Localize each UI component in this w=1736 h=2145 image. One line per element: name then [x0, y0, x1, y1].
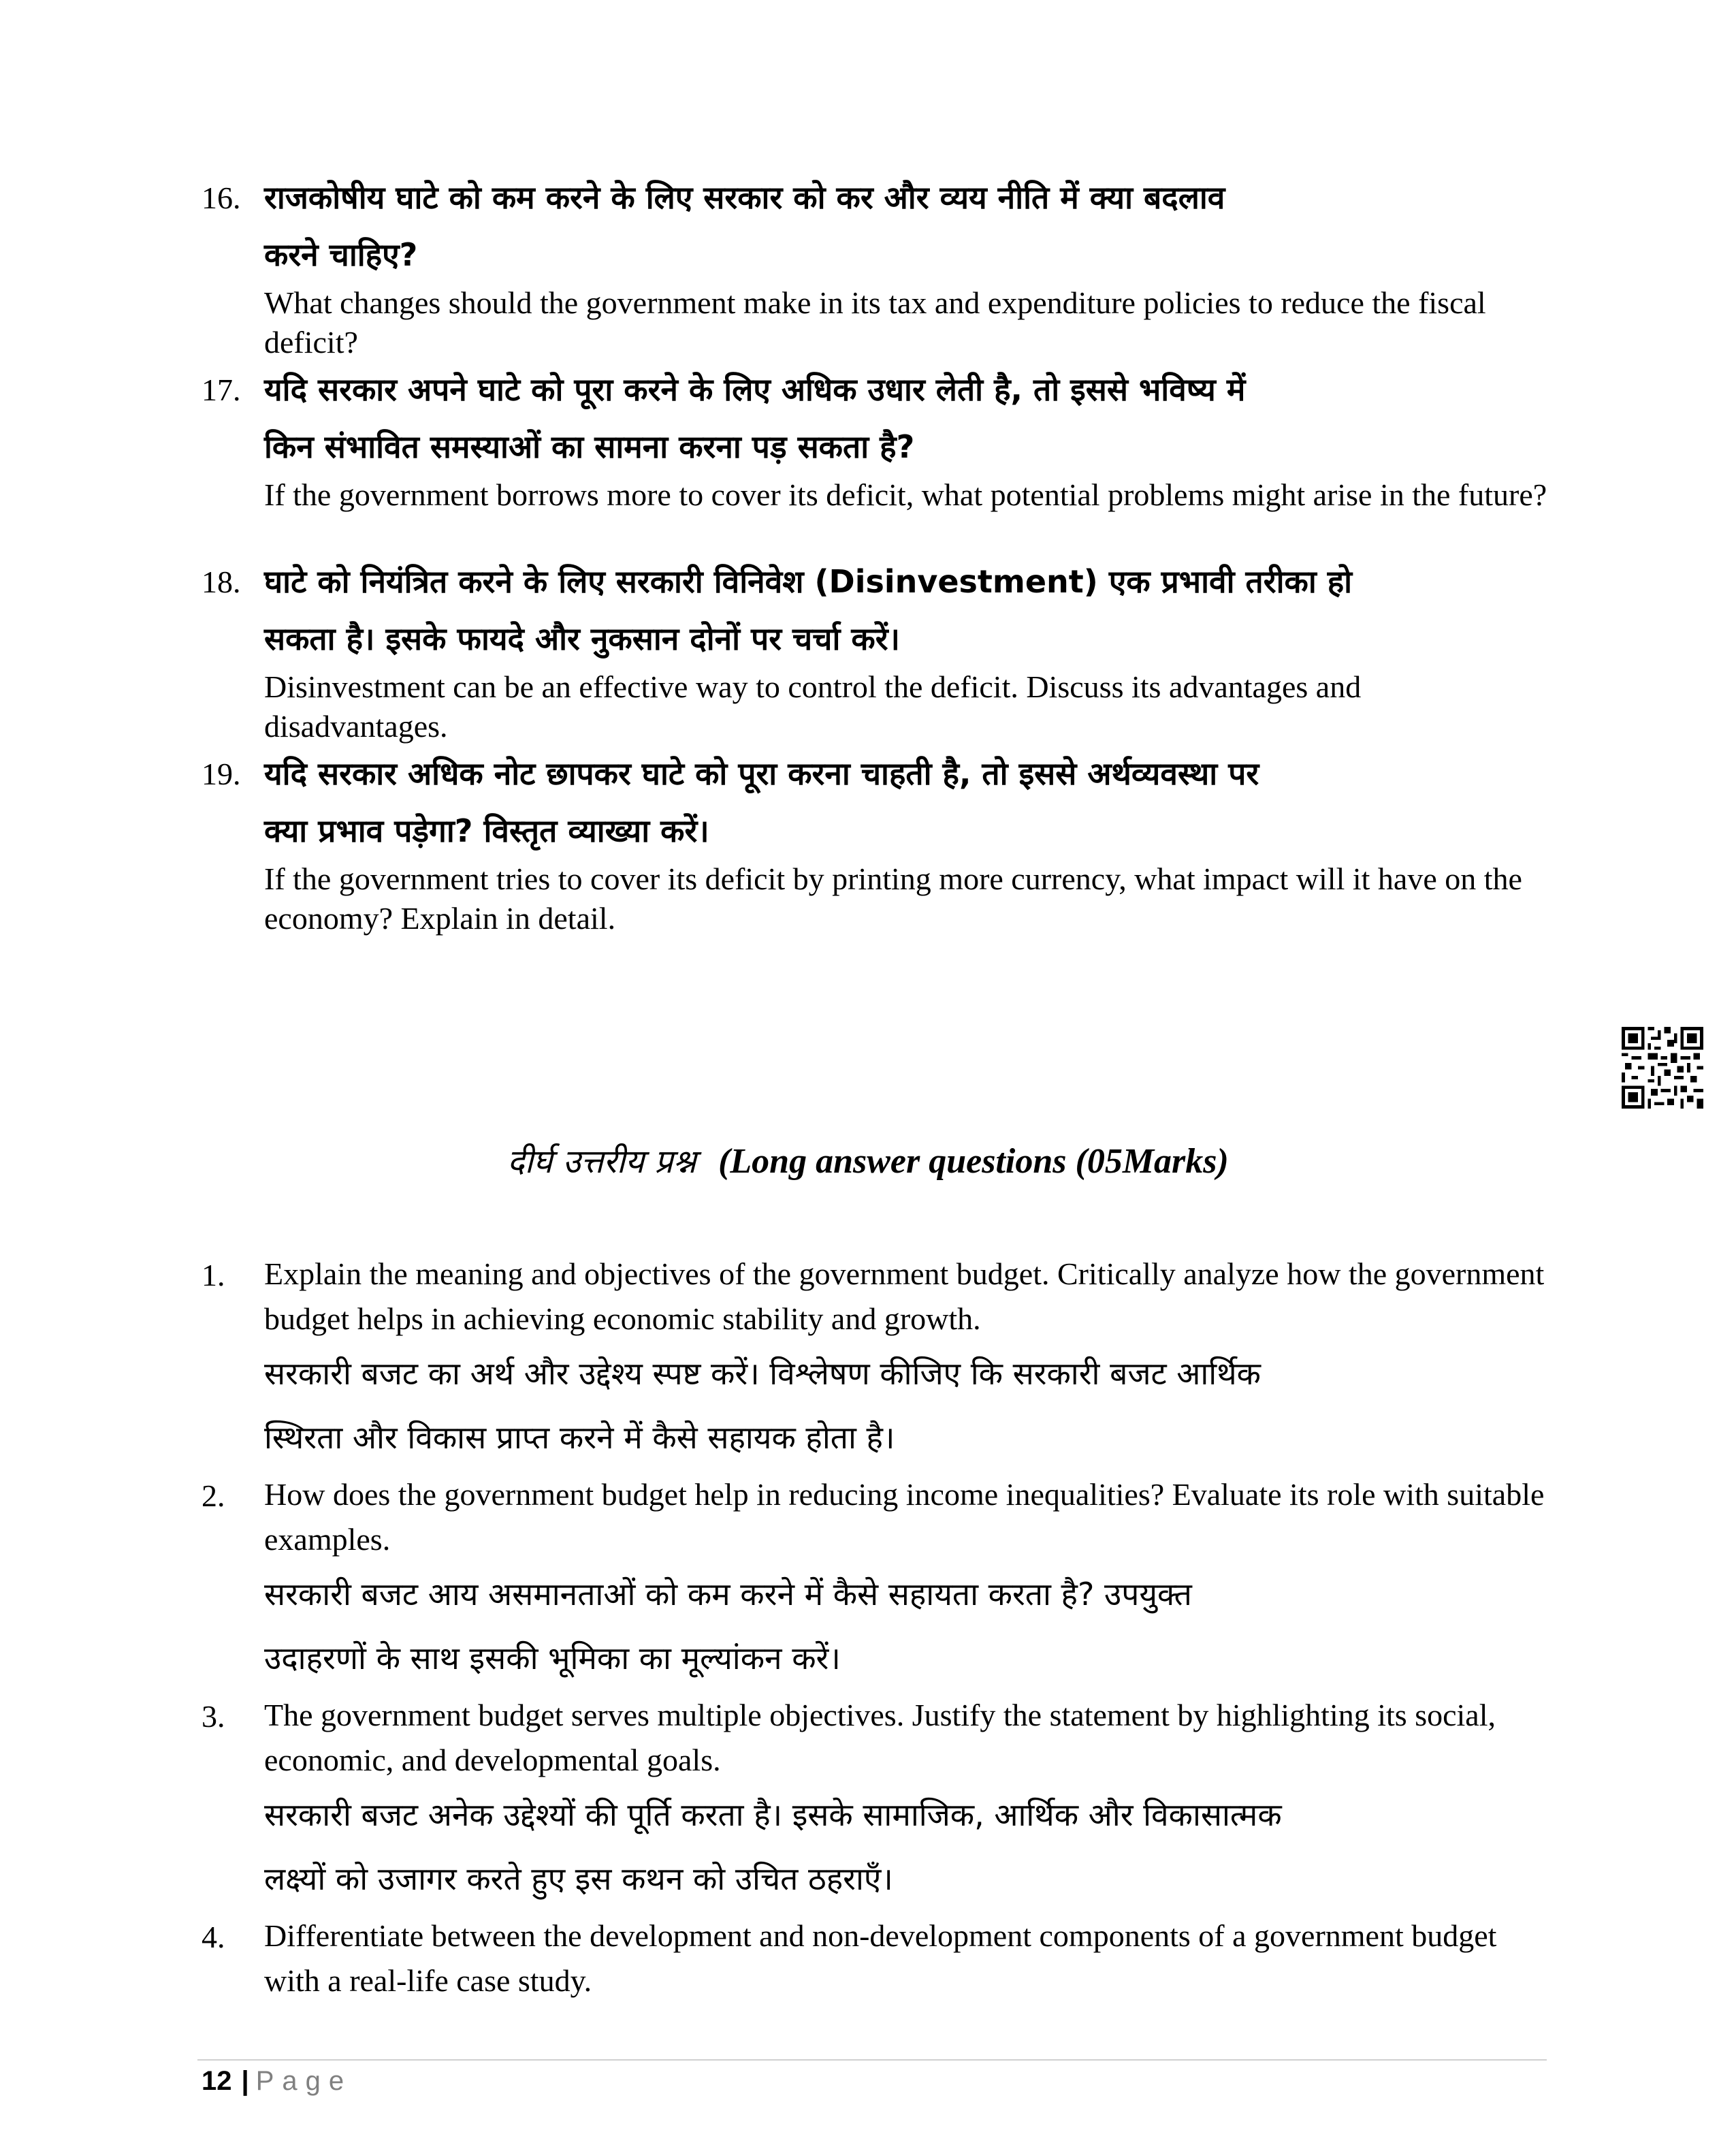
- question-hindi-line: सरकारी बजट आय असमानताओं को कम करने में कैसे सहायता करता है? उपयुक्त: [264, 1576, 1192, 1612]
- question-hindi-line: यदि सरकार अधिक नोट छापकर घाटे को पूरा करना चाहती है, तो इससे अर्थव्यवस्था पर: [264, 755, 1259, 792]
- question-english: The government budget serves multiple objectives. Justify the statement by highlighting its social, economic, and developmental goals.: [264, 1698, 1496, 1777]
- question-hindi-line: राजकोषीय घाटे को कम करने के लिए सरकार को कर और व्यय नीति में क्या बदलाव: [264, 179, 1225, 216]
- question-hindi-line: क्या प्रभाव पड़ेगा? विस्तृत व्याख्या करें।: [264, 812, 709, 849]
- question-number: 2.: [202, 1478, 225, 1513]
- question-18: [202, 553, 1549, 746]
- question-english: Disinvestment can be an effective way to control the deficit. Discuss its advantages and disadvantages.: [264, 669, 1362, 744]
- question-number: 4.: [202, 1920, 225, 1954]
- qr-code-icon: [1622, 1027, 1703, 1109]
- section-heading: [0, 1139, 1736, 1183]
- question-hindi-line: करने चाहिए?: [264, 236, 418, 273]
- section-title-english: (Long answer questions (05Marks): [718, 1142, 1229, 1181]
- long-question-4: [202, 1913, 1549, 2003]
- question-number: 3.: [202, 1699, 225, 1734]
- question-hindi-line: उदाहरणों के साथ इसकी भूमिका का मूल्यांकन करें।: [264, 1640, 841, 1677]
- question-english: If the government borrows more to cover its deficit, what potential problems might arise in the future?: [264, 477, 1547, 512]
- question-number: 18.: [202, 565, 241, 599]
- question-hindi-line: घाटे को नियंत्रित करने के लिए सरकारी विनिवेश (Disinvestment) एक प्रभावी तरीका हो: [264, 563, 1353, 600]
- question-english: Differentiate between the development and non-development components of a government budget with a real-life case study.: [264, 1918, 1497, 1998]
- long-question-2: [202, 1472, 1549, 1690]
- question-number: 19.: [202, 757, 241, 791]
- question-hindi-line: लक्ष्यों को उजागर करते हुए इस कथन को उचित ठहराएँ।: [264, 1860, 893, 1897]
- question-hindi-line: सरकारी बजट का अर्थ और उद्देश्य स्पष्ट करें। विश्लेषण कीजिए कि सरकारी बजट आर्थिक: [264, 1355, 1261, 1392]
- page-number: 12: [202, 2066, 232, 2096]
- question-16: [202, 169, 1549, 362]
- question-number: 1.: [202, 1258, 225, 1292]
- question-hindi-line: यदि सरकार अपने घाटे को पूरा करने के लिए अधिक उधार लेती है, तो इससे भविष्य में: [264, 371, 1246, 408]
- page-label: Page: [255, 2066, 353, 2096]
- long-question-3: [202, 1693, 1549, 1911]
- question-17: [202, 361, 1549, 515]
- question-hindi-line: सकता है। इसके फायदे और नुकसान दोनों पर चर्चा करें।: [264, 620, 900, 657]
- long-question-1: [202, 1252, 1549, 1469]
- footer-divider: [197, 2059, 1547, 2061]
- question-english: What changes should the government make in its tax and expenditure policies to reduce the fiscal deficit?: [264, 285, 1486, 360]
- question-english: Explain the meaning and objectives of the government budget. Critically analyze how the government budget helps in achieving economic stability and growth.: [264, 1256, 1545, 1336]
- question-number: 17.: [202, 372, 241, 407]
- question-hindi-line: स्थिरता और विकास प्राप्त करने में कैसे सहायक होता है।: [264, 1419, 895, 1456]
- page-footer: [202, 2063, 352, 2099]
- footer-separator: |: [241, 2066, 249, 2096]
- question-english: If the government tries to cover its deficit by printing more currency, what impact will it have on the economy? Explain in detail.: [264, 861, 1522, 936]
- section-title-hindi: दीर्घ उत्तरीय प्रश्न: [507, 1143, 696, 1181]
- question-hindi-line: सरकारी बजट अनेक उद्देश्यों की पूर्ति करता है। इसके सामाजिक, आर्थिक और विकासात्मक: [264, 1796, 1282, 1833]
- question-19: [202, 745, 1549, 938]
- question-english: How does the government budget help in reducing income inequalities? Evaluate its role with suitable examples.: [264, 1477, 1545, 1557]
- question-hindi-line: किन संभावित समस्याओं का सामना करना पड़ सकता है?: [264, 428, 915, 465]
- question-number: 16.: [202, 180, 241, 215]
